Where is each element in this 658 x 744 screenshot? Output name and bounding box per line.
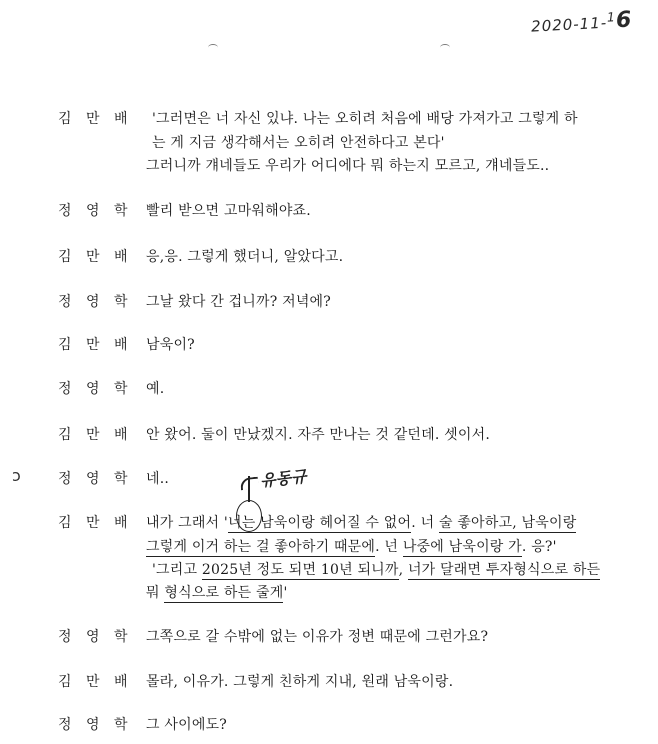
speech-line: 남욱이? (146, 337, 195, 353)
speech-line: 내가 그래서 '너는 남욱이랑 헤어질 수 없어. 너 술 좋아하고, 남욱이랑 (146, 515, 577, 531)
speech-line: 빨리 받으면 고마워해야죠. (146, 203, 311, 219)
underlined-text: 술 좋아하고, 남욱이랑 (438, 515, 577, 531)
underlined-text: 그렇게 이거 하는 걸 좋아하기 때문에 (146, 539, 376, 555)
speech-line: '그리고 2025년 정도 되면 10년 되니까, 너가 달래면 투자형식으로 하든 (152, 562, 601, 578)
underlined-text: 2025년 정도 되면 10년 되니까 (201, 562, 399, 578)
speaker-label: 정 영 학 (58, 471, 133, 487)
speech-line: 는 게 지금 생각해서는 오히려 안전하다고 본다' (152, 135, 445, 151)
speech-line: 그날 왔다 간 겁니까? 저녁에? (146, 294, 331, 310)
annotation-name: 유동규 (259, 466, 308, 491)
speech-line: 몰라, 이유가. 그렇게 친하게 지내, 원래 남욱이랑. (146, 674, 454, 690)
speaker-label: 정 영 학 (58, 629, 133, 645)
speech-line: 뭐 형식으로 하든 줄게' (146, 585, 288, 601)
speech-line: 네.. (146, 471, 170, 487)
speech-line: 그쪽으로 갈 수밖에 없는 이유가 정변 때문에 그런가요? (146, 629, 489, 645)
underlined-text: 너가 달래면 투자형식으로 하든 (407, 562, 601, 578)
page-marker-small: 1 (606, 9, 616, 25)
speech-line: 응,응. 그렇게 했더니, 알았다고. (146, 249, 344, 265)
speech-line: 그렇게 이거 하는 걸 좋아하기 때문에. 넌 나중에 남욱이랑 가. 응?' (146, 539, 557, 555)
speech-line: 그러니까 걔네들도 우리가 어디에다 뭐 하는지 모르고, 걔네들도.. (146, 158, 550, 174)
speaker-label: 김 만 배 (58, 674, 133, 690)
speaker-label: 김 만 배 (58, 515, 133, 531)
annotation-pointer (248, 476, 250, 502)
speech-line: 그 사이에도? (146, 717, 227, 733)
handwritten-mark: ↄ (12, 466, 21, 485)
speech-line: 예. (146, 381, 165, 397)
underlined-text: 형식으로 하든 줄게 (164, 585, 284, 601)
underlined-text: 나중에 남욱이랑 가 (402, 539, 522, 555)
speaker-label: 정 영 학 (58, 717, 133, 733)
speaker-label: 정 영 학 (58, 381, 133, 397)
speech-line: '그러면은 너 자신 있냐. 나는 오히려 처음에 배당 가져가고 그렇게 하 (152, 111, 578, 127)
underlined-text: 너는 남욱이랑 헤어질 수 없어 (227, 515, 412, 531)
speaker-label: 김 만 배 (58, 249, 133, 265)
scan-mark (208, 44, 218, 51)
speaker-label: 김 만 배 (58, 427, 133, 443)
handwritten-date (530, 7, 633, 37)
speech-line: 안 왔어. 둘이 만났겠지. 자주 만나는 것 같던데. 셋이서. (146, 427, 491, 443)
speaker-label: 김 만 배 (58, 337, 133, 353)
speaker-label: 김 만 배 (58, 111, 133, 127)
scan-mark (440, 44, 450, 51)
date-text: 2020-11- (530, 13, 608, 36)
speaker-label: 정 영 학 (58, 203, 133, 219)
page-marker-big: 6 (614, 7, 633, 34)
speaker-label: 정 영 학 (58, 294, 133, 310)
